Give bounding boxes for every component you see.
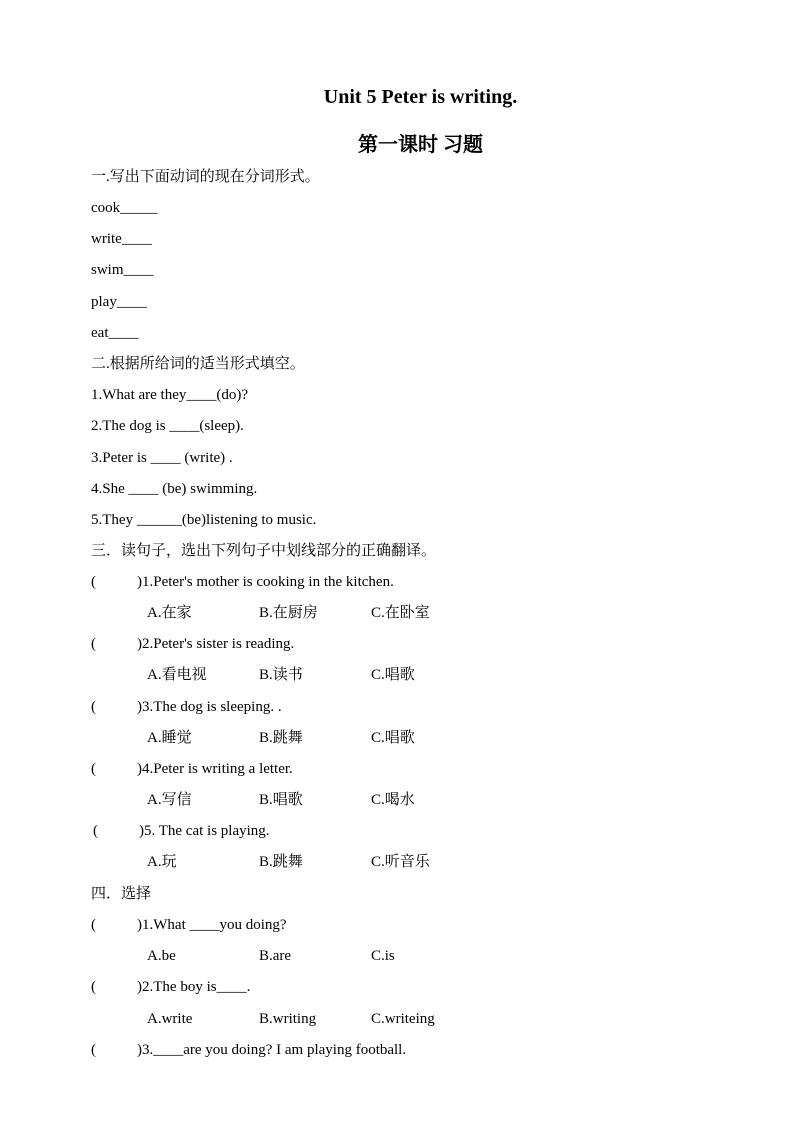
option-c: C.唱歌 (371, 730, 415, 746)
option-b: B.在厨房 (259, 605, 318, 621)
question-row (91, 977, 251, 997)
answer-paren-close: ) (137, 699, 142, 715)
list-item: cook_____ (91, 200, 158, 216)
answer-paren-close: ) (139, 823, 144, 839)
option-c: C.is (371, 948, 395, 964)
question-row (91, 572, 394, 592)
answer-paren-open: ( (91, 761, 96, 777)
option-a: A.玩 (147, 854, 177, 870)
list-item: 3.Peter is ____ (write) . (91, 450, 233, 466)
answer-paren-open: ( (91, 574, 96, 590)
answer-paren-close: ) (137, 979, 142, 995)
option-b: B.唱歌 (259, 792, 303, 808)
question-text: 2.The boy is____. (142, 979, 251, 995)
answer-paren-close: ) (137, 917, 142, 933)
section2-heading: 二.根据所给词的适当形式填空。 (91, 356, 305, 372)
option-b: B.跳舞 (259, 730, 303, 746)
option-a: A.be (147, 948, 176, 964)
option-c: C.唱歌 (371, 667, 415, 683)
question-row (91, 697, 282, 717)
option-b: B.读书 (259, 667, 303, 683)
list-item: 4.She ____ (be) swimming. (91, 481, 258, 497)
page-title: Unit 5 Peter is writing. (323, 86, 518, 108)
answer-paren-close: ) (137, 1042, 142, 1058)
page-subtitle: 第一课时 习题 (358, 134, 483, 156)
option-c: C.喝水 (371, 792, 415, 808)
list-item: write____ (91, 231, 152, 247)
answer-paren-close: ) (137, 636, 142, 652)
answer-paren-open: ( (91, 636, 96, 652)
list-item: play____ (91, 294, 147, 310)
answer-paren-open: ( (91, 917, 96, 933)
question-text: 3.The dog is sleeping. . (142, 699, 282, 715)
option-c: C.在卧室 (371, 605, 430, 621)
answer-paren-open: ( (91, 699, 96, 715)
question-row (93, 821, 270, 841)
answer-paren-open: ( (91, 1042, 96, 1058)
section3-heading: 三．读句子，选出下列句子中划线部分的正确翻译。 (91, 543, 437, 559)
option-b: B.跳舞 (259, 854, 303, 870)
option-c: C.听音乐 (371, 854, 430, 870)
option-b: B.writing (259, 1011, 317, 1027)
question-text: 3.____are you doing? I am playing football. (142, 1042, 407, 1058)
question-row (91, 759, 293, 779)
question-text: 1.What ____you doing? (142, 917, 287, 933)
option-a: A.看电视 (147, 667, 207, 683)
question-text: 1.Peter's mother is cooking in the kitchen. (142, 574, 394, 590)
question-text: 4.Peter is writing a letter. (142, 761, 293, 777)
answer-paren-open: ( (91, 979, 96, 995)
list-item: swim____ (91, 262, 154, 278)
answer-paren-close: ) (137, 761, 142, 777)
answer-paren-close: ) (137, 574, 142, 590)
question-row (91, 1040, 407, 1060)
question-text: 5. The cat is playing. (144, 823, 270, 839)
option-a: A.write (147, 1011, 193, 1027)
question-text: 2.Peter's sister is reading. (142, 636, 295, 652)
list-item: 2.The dog is ____(sleep). (91, 418, 244, 434)
question-row (91, 634, 295, 654)
option-b: B.are (259, 948, 292, 964)
option-a: A.写信 (147, 792, 192, 808)
answer-paren-open: ( (93, 823, 98, 839)
section4-heading: 四．选择 (91, 886, 152, 902)
list-item: 5.They ______(be)listening to music. (91, 512, 317, 528)
section1-heading: 一.写出下面动词的现在分词形式。 (91, 169, 320, 185)
question-row (91, 915, 287, 935)
option-c: C.writeing (371, 1011, 435, 1027)
option-a: A.睡觉 (147, 730, 192, 746)
list-item: eat____ (91, 325, 139, 341)
list-item: 1.What are they____(do)? (91, 387, 249, 403)
option-a: A.在家 (147, 605, 192, 621)
